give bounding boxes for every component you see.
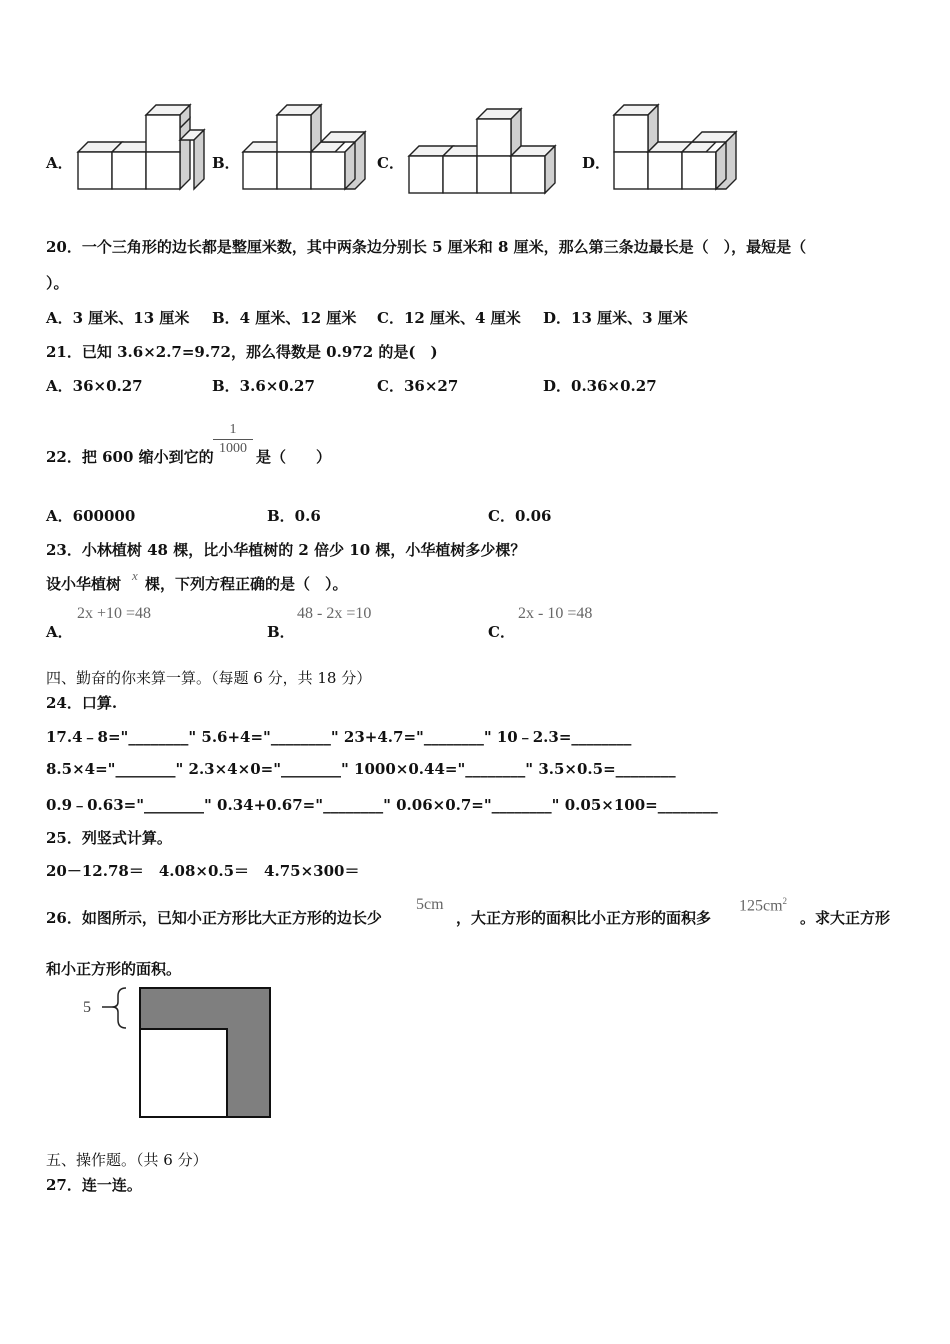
q24-title: 24．口算. bbox=[46, 694, 118, 712]
q26-value-5cm: 5cm bbox=[416, 896, 444, 913]
q23-stem-line2-after: 棵，下列方程正确的是（ ）。 bbox=[145, 575, 348, 593]
q26-figure-label-5: 5 bbox=[83, 999, 91, 1016]
q26-stem-after: 。求大正方形 bbox=[800, 909, 891, 927]
q22-fraction bbox=[213, 422, 253, 457]
q26-stem-line2: 和小正方形的面积。 bbox=[46, 960, 182, 978]
q22-stem-before: 22．把 600 缩小到它的 bbox=[46, 448, 214, 466]
q24-row-1: 17.4﹣8="________" 5.6+4="________" 23+4.7="________" 10﹣2.3=________ bbox=[46, 728, 632, 746]
q21-option-a: A．36×0.27 bbox=[46, 377, 143, 395]
q20-option-b: B．4 厘米、12 厘米 bbox=[212, 309, 357, 327]
q19-figure-c bbox=[407, 104, 567, 196]
q20-option-c: C．12 厘米、4 厘米 bbox=[377, 309, 521, 327]
q20-option-a: A．3 厘米、13 厘米 bbox=[46, 309, 190, 327]
q23-option-a-equation: 2x +10 =48 bbox=[77, 605, 152, 622]
q23-stem-line2-before: 设小华植树 bbox=[46, 575, 122, 593]
q21-option-b: B．3.6×0.27 bbox=[212, 377, 315, 395]
q26-value-exponent: 2 bbox=[782, 896, 788, 906]
q26-square-figure bbox=[98, 986, 274, 1120]
q22-option-b: B．0.6 bbox=[267, 507, 321, 525]
q23-variable: x bbox=[132, 568, 138, 583]
q26-stem-before: 26．如图所示，已知小正方形比大正方形的边长少 bbox=[46, 909, 382, 927]
q19-option-d-label: D． bbox=[582, 154, 611, 172]
q20-stem-line2: ）。 bbox=[46, 274, 69, 292]
q26-value-125cm2 bbox=[739, 896, 787, 915]
q19-figure-b bbox=[241, 100, 373, 192]
q19-option-a-label: A． bbox=[46, 154, 73, 172]
q23-option-b-label: B． bbox=[267, 623, 295, 641]
q26-small-square bbox=[140, 1029, 227, 1117]
q22-stem-after: 是（ ） bbox=[256, 448, 332, 466]
section-4-heading: 四、勤奋的你来算一算。（每题 6 分，共 18 分） bbox=[46, 669, 372, 687]
q19-option-c-label: C． bbox=[377, 154, 404, 172]
q23-stem-line1: 23．小林植树 48 棵，比小华植树的 2 倍少 10 棵，小华植树多少棵？ bbox=[46, 541, 526, 559]
q26-value-125cm: 125cm bbox=[739, 897, 783, 915]
q23-option-a-label: A． bbox=[46, 623, 73, 641]
q25-expressions: 20－12.78＝ 4.08×0.5＝ 4.75×300＝ bbox=[46, 862, 360, 880]
q22-fraction-numerator: 1 bbox=[229, 422, 237, 437]
q20-stem-line1: 20．一个三角形的边长都是整厘米数，其中两条边分别长 5 厘米和 8 厘米，那么第三条边最长是（ ），最短是（ bbox=[46, 238, 807, 256]
q22-fraction-bar bbox=[213, 439, 253, 440]
q26-stem-mid: ，大正方形的面积比小正方形的面积多 bbox=[456, 909, 712, 927]
q21-option-d: D．0.36×0.27 bbox=[543, 377, 657, 395]
q19-figure-a bbox=[76, 100, 208, 192]
q22-fraction-denominator: 1000 bbox=[219, 441, 247, 456]
q19-option-b-label: B． bbox=[212, 154, 240, 172]
q23-option-c-label: C． bbox=[488, 623, 515, 641]
q25-title: 25．列竖式计算。 bbox=[46, 829, 172, 847]
q19-figure-d bbox=[612, 100, 744, 192]
section-5-heading: 五、操作题。（共 6 分） bbox=[46, 1151, 208, 1169]
q21-option-c: C．36×27 bbox=[377, 377, 459, 395]
q23-option-c-equation: 2x - 10 =48 bbox=[518, 605, 593, 622]
q24-row-2: 8.5×4="________" 2.3×4×0="________" 1000×0.44="________" 3.5×0.5=________ bbox=[46, 760, 676, 778]
q24-row-3: 0.9﹣0.63="________" 0.34+0.67="________" 0.06×0.7="________" 0.05×100=________ bbox=[46, 796, 718, 814]
q22-option-a: A．600000 bbox=[46, 507, 136, 525]
q27-title: 27．连一连。 bbox=[46, 1176, 142, 1194]
q23-option-b-equation: 48 - 2x =10 bbox=[297, 605, 372, 622]
q22-option-c: C．0.06 bbox=[488, 507, 552, 525]
q21-stem: 21．已知 3.6×2.7=9.72，那么得数是 0.972 的是( ) bbox=[46, 343, 438, 361]
q20-option-d: D．13 厘米、3 厘米 bbox=[543, 309, 688, 327]
q26-brace bbox=[112, 988, 126, 1028]
